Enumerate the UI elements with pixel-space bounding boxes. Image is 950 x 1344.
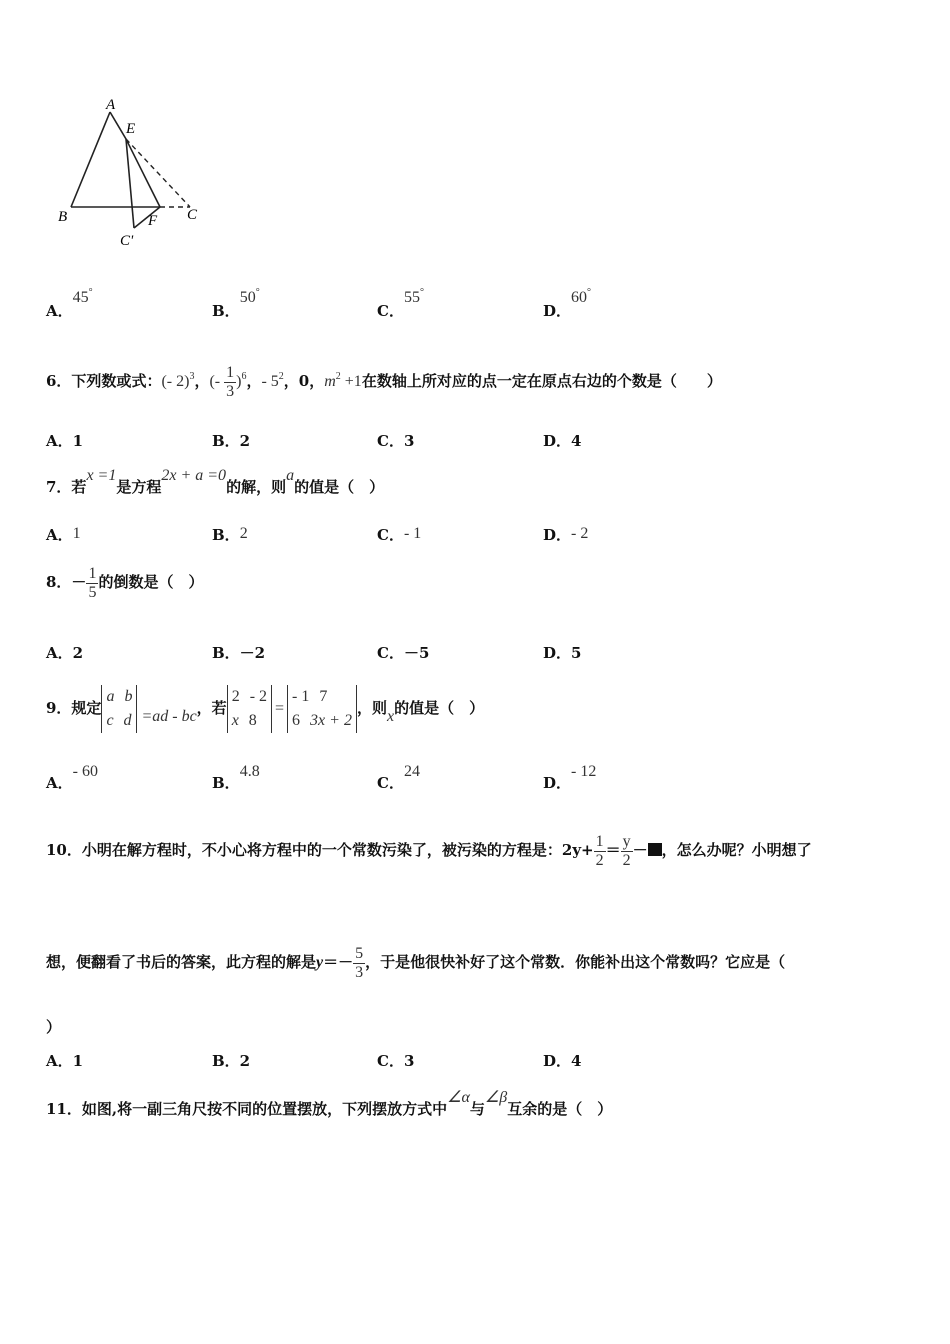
question-10-line-2: 想，便翻看了书后的答案，此方程的解是y＝－ $\frac{5}{3}$ ，于是他很快补好了这个常数．你能补出这个常数吗？它应是（ (46, 944, 786, 981)
label-c: C (187, 207, 198, 223)
q5-option-c[interactable] (377, 287, 424, 321)
q9-option-a[interactable]: A．- 60 (46, 763, 98, 792)
q6-expr3: - $5^2$ (261, 371, 284, 390)
q11-beta: ∠β (484, 1089, 508, 1106)
q7-option-d[interactable]: D．- 2 (543, 525, 589, 544)
degree-mark: ° (255, 287, 260, 298)
q8-option-a[interactable]: A．2 (46, 644, 84, 662)
q10-option-d[interactable]: D．4 (543, 1052, 582, 1070)
degree-mark: ° (88, 287, 93, 298)
q10-option-b[interactable]: B．2 (212, 1052, 251, 1070)
q8-option-d[interactable]: D．5 (543, 644, 582, 662)
q8-fraction: $\frac{1}{5}$ (88, 564, 97, 601)
q6-option-b[interactable]: B．2 (212, 432, 251, 450)
segment-ab (71, 112, 110, 207)
q7-equation: 2x + a =0 (161, 467, 227, 484)
q10-fraction-2: $\frac{y}{2}$ (622, 832, 631, 869)
q5-option-a[interactable] (46, 287, 93, 321)
q7-variable: a (286, 467, 295, 484)
q9-right-determinant: - 1 7 6 3x + 2 (287, 685, 357, 733)
question-6: 6．下列数或式：(- 2)$^3$，(- $\frac{1}{3}$ )$^6$，- $5^2$，0，$m^2 +1$在数轴上所对应的点一定在原点右边的个数是（ ） (46, 363, 722, 400)
q6-suffix: 在数轴上所对应的点一定在原点右边的个数是（ ） (361, 372, 722, 390)
segment-ae (110, 112, 126, 139)
option-letter: A． (46, 302, 73, 320)
question-8: 8．－ $\frac{1}{5}$ 的倒数是（ ） (46, 564, 204, 601)
triangle-figure (50, 95, 220, 255)
q9-option-d[interactable]: D．- 12 (543, 763, 597, 792)
q6-option-a[interactable]: A．1 (46, 432, 84, 450)
q10-option-c[interactable]: C．3 (377, 1052, 415, 1070)
q8-option-c[interactable]: C．－5 (377, 644, 430, 662)
q9-definition-result: =ad - bc (141, 708, 197, 725)
q9-option-b[interactable]: B．4.8 (212, 763, 260, 792)
q5-option-d[interactable] (543, 287, 592, 321)
q6-expr4: $m^2 +1$ (324, 371, 362, 390)
q6-option-c[interactable]: C．3 (377, 432, 415, 450)
label-b: B (58, 209, 68, 225)
option-letter: B． (212, 302, 240, 320)
label-c-prime: C' (120, 233, 134, 249)
q7-condition: x =1 (86, 467, 117, 484)
label-f: F (148, 213, 158, 229)
q9-left-determinant: 2 - 2 x 8 (227, 685, 272, 733)
q11-alpha: ∠α (447, 1089, 470, 1106)
q10-fraction-3: $\frac{5}{3}$ (355, 944, 364, 981)
label-e: E (126, 121, 136, 137)
segment-ec-dashed (126, 139, 190, 207)
q7-option-a[interactable]: A．1 (46, 525, 81, 544)
q7-option-b[interactable]: B．2 (212, 525, 248, 544)
question-11: 11．如图,将一副三角尺按不同的位置摆放，下列摆放方式中∠α与∠β互余的是（ ） (46, 1089, 613, 1118)
question-9: 9．规定 a b c d =ad - bc，若 2 - 2 x 8 = - 1 7 6 3x + 2 ，则x的值是（ ） (46, 672, 484, 745)
question-7: 7．若x =1是方程2x + a =0的解，则a的值是（ ） (46, 467, 385, 496)
option-value: 45 (72, 289, 89, 306)
q9-option-c[interactable]: C．24 (377, 763, 420, 792)
smudge-block (648, 843, 662, 856)
degree-mark: ° (587, 287, 592, 298)
q6-expr2: (- $\frac{1}{3}$ )$^6$ (209, 363, 247, 400)
option-value: 55 (403, 289, 420, 306)
q9-variable: x (386, 708, 395, 725)
q6-option-d[interactable]: D．4 (543, 432, 582, 450)
option-letter: D． (543, 302, 572, 320)
q6-expr1: (- 2)$^3$ (161, 371, 195, 390)
question-10-line-3: ） (46, 1018, 62, 1036)
question-10-line-1: 10．小明在解方程时，不小心将方程中的一个常数污染了，被污染的方程是：2y+ $\frac{1}{2}$ ＝ $\frac{y}{2}$ － ，怎么办呢？小明想了 (46, 832, 812, 869)
q9-definition-determinant: a b c d (101, 685, 137, 733)
q8-option-b[interactable]: B．－2 (212, 644, 266, 662)
q10-fraction-1: $\frac{1}{2}$ (595, 832, 604, 869)
degree-mark: ° (419, 287, 424, 298)
option-value: 50 (239, 289, 256, 306)
q7-option-c[interactable]: C．- 1 (377, 525, 422, 544)
label-a: A (106, 97, 116, 113)
option-value: 60 (571, 289, 588, 306)
q6-prefix: 6．下列数或式： (46, 372, 162, 390)
q5-option-b[interactable] (212, 287, 260, 321)
q10-option-a[interactable]: A．1 (46, 1052, 84, 1070)
option-letter: C． (377, 302, 404, 320)
